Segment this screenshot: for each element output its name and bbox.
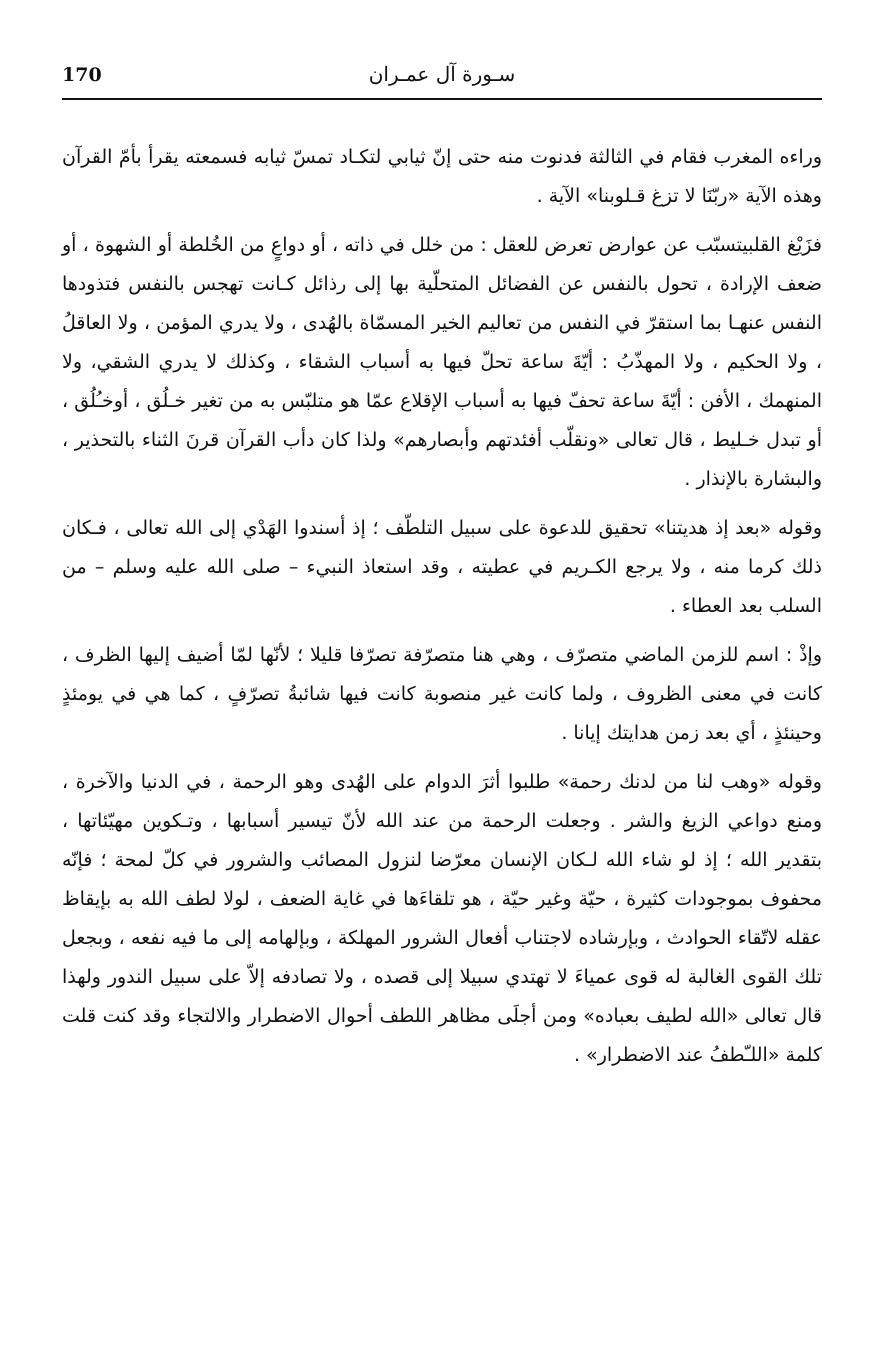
page-body [62, 138, 822, 1085]
header-rule [62, 98, 822, 100]
running-title: سـورة آل عمـران [368, 62, 516, 86]
page-number: 170 [62, 64, 102, 86]
paragraph-5: وقوله «وهب لنا من لدنك رحمة» طلبوا أثرَ الدوام على الهُدى وهو الرحمة ، في الدنيا والآخرة ، ومنع دواعي الزيغ والشر . وجعلت الرحمة من عند الله لأنّ تيسير أسبابها ، وتـكوين مهيّئاتها ، بتقدير الله ؛ إذ لو شاء الله لـكان الإنسان معرّضا لنزول المصائب والشرور في كلّ لمحة ؛ فإنّه محفوف بموجودات كثيرة ، حيّة وغير حيّة ، هو تلقاءَها في غاية الضعف ، لولا لطف الله به بإيقاظ عقله لاتّقاء الحوادث ، وبإرشاده لاجتناب أفعال الشرور المهلكة ، وبإلهامه إلى ما فيه نفعه ، وبجعل تلك القوى الغالبة له قوى عمياءَ لا تهتدي سبيلا إلى قصده ، ولا تصادفه إلاّ على سبيل الندور ولهذا قال تعالى «الله لطيف بعباده» ومن أجلَى مظاهر اللطف أحوال الاضطرار والالتجاء وقد كنت قلت كلمة «اللـّطفُ عند الاضطرار» . [62, 771, 822, 1066]
page-header [62, 60, 822, 98]
paragraph-3: وقوله «بعد إذ هديتنا» تحقيق للدعوة على سبيل التلطّف ؛ إذ أسندوا الهَدْي إلى الله تعالى ، فـكان ذلك كرما منه ، ولا يرجع الكـريم في عطيته ، وقد استعاذ النبيء – صلى الله عليه وسلم – من السلب بعد العطاء . [62, 517, 822, 617]
paragraph-4: وإذْ : اسم للزمن الماضي متصرّف ، وهي هنا متصرّفة تصرّفا قليلا ؛ لأنّها لمّا أضيف إليها الظرف ، كانت في معنى الظروف ، ولما كانت غير منصوبة كانت فيها شائبةُ تصرّفٍ ، كما هي في يومئذٍ وحينئذٍ ، أي بعد زمن هدايتك إيانا . [62, 644, 822, 744]
paragraph-1: وراءه المغرب فقام في الثالثة فدنوت منه حتى إنّ ثيابي لتكـاد تمسّ ثيابه فسمعته يقرأ بأمّ القرآن وهذه الآية «ربّنَا لا تزغ قـلوبنا» الآية . [62, 146, 822, 207]
paragraph-2: فزَيْغ القلبيتسبّب عن عوارض تعرض للعقل : من خلل في ذاته ، أو دواعٍ من الخُلطة أو الشهوة ، أو ضعف الإرادة ، تحول بالنفس عن الفضائل المتحلّية بها إلى رذائل كـانت تهجس بالنفس فتذودها النفس عنهـا بما استقرّ في النفس من تعاليم الخير المسمّاة بالهُدى ، ولا يدري المؤمن ، ولا العاقلُ ، ولا الحكيم ، ولا المهذّبُ : أيّةَ ساعة تحلّ فيها به أسباب الشقاء ، وكذلك لا يدري الشقي، ولا المنهمك ، الأفن : أيّةَ ساعة تحفّ فيها به أسباب الإقلاع عمّا هو متلبّس به من تغير خـلُق ، أوخـُلُق ، أو تبدل خـليط ، قال تعالى «ونقلّب أفئدتهم وأبصارهم» ولذا كان دأب القرآن قرنَ الثناء بالتحذير ، والبشارة بالإنذار . [62, 234, 822, 490]
